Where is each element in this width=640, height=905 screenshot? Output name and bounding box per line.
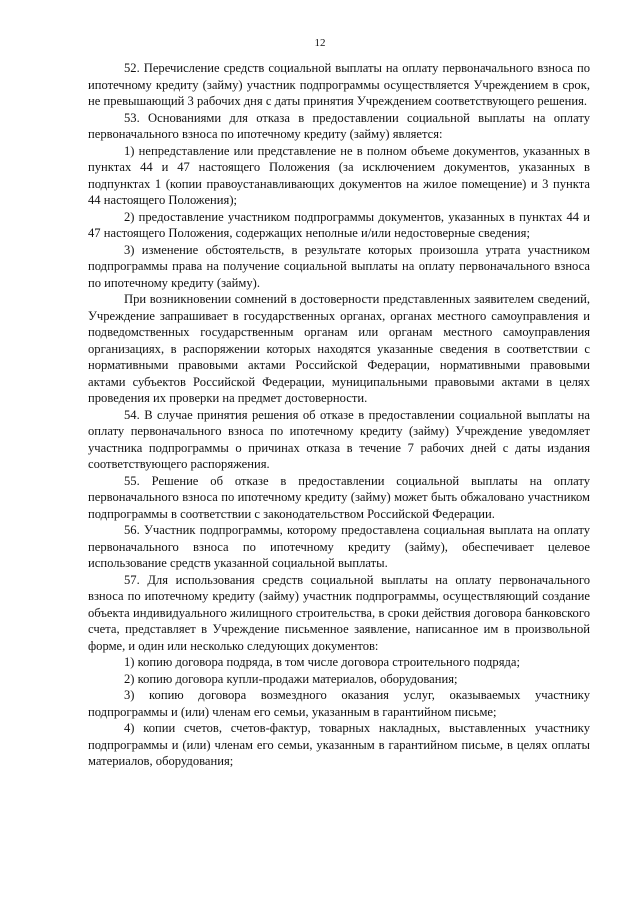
paragraph-55: 55. Решение об отказе в предоставлении социальной выплаты на оплату первоначального взноса по ипотечному кредиту (займу) может быть обжаловано участником подпрограммы в соответствии с законодательством Российской Федерации. bbox=[88, 473, 590, 521]
paragraph-57-item-3: 3) копию договора возмездного оказания услуг, оказываемых участнику подпрограммы и (или) членам его семьи, указанным в гарантийном письме; bbox=[88, 688, 590, 719]
paragraph-57-item-4: 4) копии счетов, счетов-фактур, товарных накладных, выставленных участнику подпрограммы и (или) членам его семьи, указанным в гарантийном письме, в целях оплаты материалов, оборудования; bbox=[88, 721, 590, 768]
paragraph-53-item-1: 1) непредставление или представление не в полном объеме документов, указанных в пунктах 44 и 47 настоящего Положения (за исключением документов, указанных в подпунктах 1 (копии правоустанавливающих документов на жилое помещение) и 3 пункта 44 настоящего Положения); bbox=[88, 143, 590, 207]
paragraph-53: 53. Основаниями для отказа в предоставлении социальной выплаты на оплату первоначального взноса по ипотечному кредиту (займу) является: bbox=[88, 110, 590, 141]
paragraph-57-item-1: 1) копию договора подряда, в том числе договора строительного подряда; bbox=[124, 655, 521, 669]
document-body bbox=[88, 60, 590, 770]
paragraph-57-item-2: 2) копию договора купли-продажи материалов, оборудования; bbox=[124, 671, 458, 686]
page-number: 12 bbox=[314, 37, 326, 49]
paragraph-53-item-3: 3) изменение обстоятельств, в результате которых произошла утрата участником подпрограммы права на получение социальной выплаты на оплату первоначального взноса по ипотечному кредиту (займу). bbox=[88, 242, 590, 290]
paragraph-53-verification: При возникновении сомнений в достоверности представленных заявителем сведений, Учреждение запрашивает в государственных органах, органах местного самоуправления и подведомственных государственным органам или органам местного самоуправления организациях, в распоряжении которых находятся указанные сведения в соответствии с нормативными правовыми актами Российской Федерации, нормативными правовыми актами субъектов Российской Федерации, муниципальными правовыми актами в целях проведения их проверки на предмет достоверности. bbox=[88, 292, 590, 405]
paragraph-57: 57. Для использования средств социальной выплаты на оплату первоначального взноса по ипотечному кредиту (займу) участник подпрограммы, осуществляющий создание объекта индивидуального жилищного строительства, в сроки действия договора банковского счета, представляет в Учреждение письменное заявление, написанное им в произвольной форме, и один или несколько следующих документов: bbox=[88, 572, 590, 653]
paragraph-56: 56. Участник подпрограммы, которому предоставлена социальная выплата на оплату первоначального взноса по ипотечному кредиту (займу), обеспечивает целевое использование средств указанной социальной выплаты. bbox=[88, 523, 590, 570]
paragraph-54: 54. В случае принятия решения об отказе в предоставлении социальной выплаты на оплату первоначального взноса по ипотечному кредиту (займу) Учреждение уведомляет участника подпрограммы о причинах отказа в течение 7 рабочих дней с даты издания соответствующего распоряжения. bbox=[88, 407, 590, 471]
paragraph-52: 52. Перечисление средств социальной выплаты на оплату первоначального взноса по ипотечному кредиту (займу) участник подпрограммы осуществляется Учреждением в срок, не превышающий 3 рабочих дня с даты принятия Учреждением соответствующего решения. bbox=[88, 61, 590, 108]
paragraph-53-item-2: 2) предоставление участником подпрограммы документов, указанных в пунктах 44 и 47 настоящего Положения, содержащих неполные и/или недостоверные сведения; bbox=[88, 209, 590, 240]
